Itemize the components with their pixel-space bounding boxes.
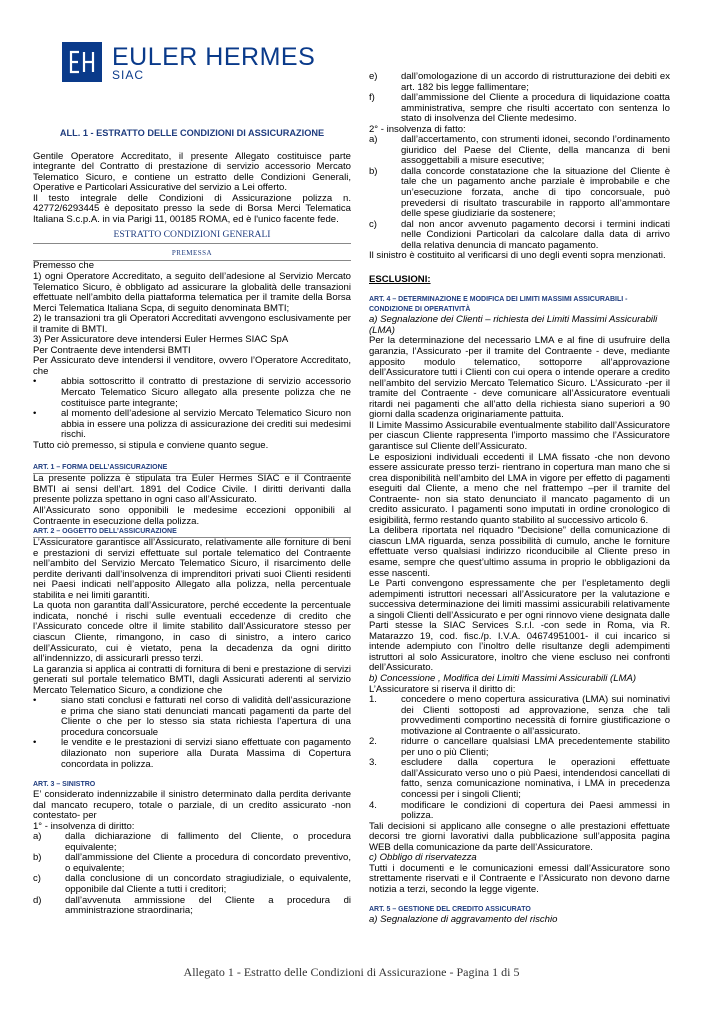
insolvenza-fatto: 2° - insolvenza di fatto: <box>369 123 466 135</box>
art-2-heading: ART. 2 – OGGETTO DELL’ASSICURAZIONE <box>33 527 351 538</box>
list-item-text: dall’accertamento, con strumenti idonei, secondo l’ordinamento giuridico del Paese del Cliente, della mancanza di beni assoggettabili a misure esecutive; <box>401 134 670 167</box>
list-item <box>369 93 670 125</box>
right-column <box>369 0 670 926</box>
list-item-marker: 1. <box>369 694 377 706</box>
art-4-text-5: Le Parti convengono espressamente che per l’espletamento degli adempimenti istruttori necessari all’Assicuratore per la valutazione e successiva determinazione dei limiti massimi assicurabili relativamente a singoli Clienti dell’Assicurato e per ogni rinnovo viene designata dalle Parti stesse la SIAC Services S.r.l. -con sede in Roma, via R. Matarazzo 19, cod. fisc./p. I.V.A. 04674951001- il cui incarico si intende adempiuto con l’inoltro delle risultanze degli adempimenti istruttori al solo Assicuratore, inoltro che viene escluso nei confronti dell’Assicurato. <box>369 578 670 674</box>
art-3-heading: ART. 3 – SINISTRO <box>33 781 96 789</box>
art-4-text: Per la determinazione del necessario LMA e al fine di usufruire della garanzia, l’Assicurato -per il tramite del Contraente - deve, mediante apposito modulo telematico, sottoporre all’approvazione dell’Assicuratore tutti i Clienti con cui opera o intende operare a credito nell’ambito del servizio Mercato Telematico Sicuro. L’Assicurato -per il tramite del Contraente - deve comunicare all’Assicuratore eventuali ritardi nei pagamenti che all’atto della richiesta siano superiori a 90 giorni dalla scadenza originariamente pattuita. <box>369 335 670 421</box>
list-item-text: escludere dalla copertura le operazioni effettuate dall’Assicurato verso uno o più Paesi, intendendosi cancellati di fatto, senza comunicazione nominativa, i LMA in precedenza concessi per i singoli Clienti; <box>401 757 670 800</box>
list-item-marker: 4. <box>369 799 377 811</box>
intro-paragraph: Gentile Operatore Accreditato, il presente Allegato costituisce parte integrante del Contratto di prestazione di servizio accessorio Mercato Telematico Sicuro, e contiene un estratto delle Condizioni Generali, Operative e Particolari Assicurative del servizio a Lei offerto. <box>33 150 351 194</box>
art-4-heading: ART. 4 – DETERMINAZIONE E MODIFICA DEI LIMITI MASSIMI ASSICURABILI - CONDIZIONE DI OPERATIVITÀ <box>369 296 628 314</box>
tutto-premesso: Tutto ciò premesso, si stipula e conviene quanto segue. <box>33 439 269 451</box>
intro-paragraph-2: Il testo integrale delle Condizioni di Assicurazione polizza n. 42772/6293445 è depositato presso la sede di Borsa Merci Telematica Italiana S.c.p.A. in via Parigi 11, 00185 ROMA, ed è l'unico facente fede. <box>33 192 351 225</box>
list-item <box>369 801 670 822</box>
list-item <box>369 72 670 93</box>
premessa-point-2: 2) le transazioni tra gli Operatori Accreditati avvengono esclusivamente per il tramite di BMTI. <box>33 313 351 335</box>
art-4-subheading-b: b) Concessione , Modifica dei Limiti Massimi Assicurabili (LMA) <box>369 672 637 684</box>
list-item <box>33 853 351 874</box>
left-column <box>33 0 351 917</box>
art-4-decisioni: Tali decisioni si applicano alle consegne o alle prestazioni effettuate decorsi tre giorni lavorativi dalla pubblicazione sull’apposita pagina WEB della comunicazione da parte dell’Assicuratore. <box>369 820 670 853</box>
allegato-title: ALL. 1 - ESTRATTO DELLE CONDIZIONI DI ASSICURAZIONE <box>59 128 325 138</box>
art-2-text: L’Assicuratore garantisce all’Assicurato, relativamente alle forniture di beni e prestazioni di servizi effettuate sul portale telematico del Contraente nell’ambito del Servizio Mercato Telematico Sicuro, il risarcimento delle perdite derivanti dall’insolvenza di imprenditori privati suoi Clienti residenti nei Paesi indicati nell’apposito Allegato alla polizza, nella percentuale stabilita e nei limiti garantiti. <box>33 537 351 601</box>
art-2-text-2: La quota non garantita dall’Assicuratore, perché eccedente la percentuale indicata, nonché i rischi sulle eventuali eccedenze di credito che l’Assicurato concede oltre il limite stabilito dall’Assicuratore stesso per ciascun Cliente, rimangono, in caso di sinistro, a intero carico dell’Assicurato, cui è vietato, pena la decadenza da ogni diritto all’indennizzo, di assicurarli presso terzi. <box>33 600 351 665</box>
list-item-text: dall’ammissione del Cliente a procedura di liquidazione coatta amministrativa, sempre che risulti accertato con sentenza lo stato di insolvenza del Cliente medesimo. <box>401 92 670 125</box>
list-item <box>369 135 670 167</box>
logo-brand-name: EULER HERMES <box>112 43 316 71</box>
premessa-point-1: 1) ogni Operatore Accreditato, a seguito dell’adesione al Servizio Mercato Telematico Sicuro, è obbligato ad assicurare la globalità delle transazioni effettuate nell’ambito della piattaforma telematica per il tramite della Borsa Merci Telematica Italiana Scpa, di seguito denominata BMTI; <box>33 271 351 314</box>
art-1-text: La presente polizza è stipulata tra Euler Hermes SIAC e il Contraente BMTI ai sensi dell’art. 1891 del Codice Civile. I diritti derivanti dalla presente polizza spettano in ogni caso all’Assicurato. <box>33 473 351 506</box>
page-footer: Allegato 1 - Estratto delle Condizioni di Assicurazione - Pagina 1 di 5 <box>183 965 520 979</box>
art-4-text-4: La delibera riportata nel riquadro “Decisione” della comunicazione di ciascun LMA riguarda, senza possibilità di cumulo, anche le forniture effettuate verso qualsiasi indirizzo riconducibile al Cliente preso in esame, sempre che quest’ultimo assuma in proprio le obbligazioni da esse nascenti. <box>369 525 670 579</box>
list-item-marker: f) <box>369 92 375 104</box>
art-1-heading: ART. 1 – FORMA DELL’ASSICURAZIONE <box>33 463 351 474</box>
sinistro-text: Il sinistro è costituito al verificarsi di uno degli eventi sopra menzionati. <box>369 250 666 262</box>
art-1-text-2: All’Assicurato sono opponibili le medesime eccezioni opponibili al Contraente in esecuzione della polizza. <box>33 504 351 527</box>
estratto-heading: ESTRATTO CONDIZIONI GENERALI <box>113 229 271 241</box>
list-item-text: dall’omologazione di un accordo di ristrutturazione dei debiti ex art. 182 bis legge fallimentare; <box>401 71 670 93</box>
list-item <box>33 832 351 853</box>
list-item-text: dall’avvenuta ammissione del Cliente a procedura di amministrazione straordinaria; <box>65 894 351 917</box>
list-item-marker: d) <box>33 894 42 906</box>
bullet-item: • al momento dell’adesione al servizio Mercato Telematico Sicuro non abbia in essere una polizza di assicurazione dei crediti sui medesimi rischi. <box>33 408 351 441</box>
list-item-text: dalla conclusione di un concordato stragiudiziale, o equivalente, opponibile dal Cliente a tutti i creditori; <box>65 873 351 895</box>
list-item-marker: a) <box>369 134 378 146</box>
bullet-item: • abbia sottoscritto il contratto di prestazione di servizio accessorio Mercato Telematico Sicuro allegato alla presente polizza che ne costituisce parte integrante; <box>33 376 351 409</box>
list-item-marker: a) <box>33 831 42 843</box>
bullet-item: • le vendite e le prestazioni di servizi siano effettuate con pagamento dilazionato non superiore alla Durata Massima di Copertura concordata in polizza. <box>33 737 351 770</box>
art-3-text: E’ considerato indennizzabile il sinistro determinato dalla perdita derivante dal mancato recupero, totale o parziale, di un credito assicurato -non contestato- per <box>33 789 351 822</box>
list-item <box>369 167 670 220</box>
list-item-marker: c) <box>369 218 377 230</box>
art-5-heading: ART. 5 – GESTIONE DEL CREDITO ASSICURATO <box>369 906 531 914</box>
art-4-riserva: L’Assicuratore si riserva il diritto di: <box>369 683 516 695</box>
list-item <box>33 874 351 895</box>
premesso-text: Premesso che <box>33 260 95 272</box>
list-item <box>369 737 670 758</box>
art-4-text-2: Il Limite Massimo Assicurabile eventualmente stabilito dall’Assicuratore per ciascun Cliente rappresenta l’importo massimo che l’Assicuratore garantisce sul Cliente dell’Assicurato. <box>369 419 670 452</box>
art-5-subheading-a: a) Segnalazione di aggravamento del rischio <box>369 914 558 926</box>
list-item-marker: e) <box>369 71 378 82</box>
premessa-contraente: Per Contraente deve intendersi BMTI <box>33 344 191 356</box>
list-item-text: dal non ancor avvenuto pagamento decorsi i termini indicati nelle Condizioni Particolari da calcolare dalla data di arrivo della relativa denuncia di mancato pagamento. <box>401 218 670 251</box>
list-item-text: modificare le condizioni di copertura dei Paesi ammessi in polizza. <box>401 799 670 822</box>
art-2-text-3: La garanzia si applica ai contratti di fornitura di beni e prestazione di servizi generati sul portale telematico BMTI, dagli Assicurati aderenti al servizio Mercato Telematico Sicuro, a condizione che <box>33 663 351 696</box>
bullet-item: • siano stati conclusi e fatturati nel corso di validità dell’assicurazione e prima che siano stati denunciati mancati pagamenti da parte del Cliente o che per lo stesso sia stata richiesta l’apertura di una procedura concorsuale <box>33 695 351 738</box>
premessa-heading: PREMESSA <box>171 248 213 257</box>
insolvenza-diritto: 1° - insolvenza di diritto: <box>33 820 135 832</box>
logo-sub-name: SIAC <box>112 68 145 82</box>
art-4-subheading-c: c) Obbligo di riservatezza <box>369 852 477 864</box>
art-4-subheading-a: a) Segnalazione dei Clienti – richiesta dei Limiti Massimi Assicurabili (LMA) <box>369 314 658 336</box>
list-item-marker: c) <box>33 873 41 885</box>
art-4-text-3: Le esposizioni individuali eccedenti il LMA fissato -che non devono essere assicurate presso terzi- rientrano in copertura man mano che si crea disponibilità nell’ambito del LMA in vigore per effetto di pagamenti eseguiti dal Cliente, a meno che nel frattempo –per il tramite del Contraente- non sia stato denunciato il mancato pagamento di un credito assicurato. I pagamenti sono imputati in ordine cronologico di esigibilità, fermo restando quanto stabilito al successivo articolo 6. <box>369 451 670 526</box>
list-item-text: dall’ammissione del Cliente a procedura di concordato preventivo, o equivalente; <box>65 852 351 874</box>
list-item-marker: 3. <box>369 757 377 769</box>
list-item-text: concedere o meno copertura assicurativa (LMA) sui nominativi dei Clienti sottoposti ad approvazione, senza che tali provvedimenti comportino necessità di fornire giustificazione o motivazione al Contraente o all’assicurato. <box>401 694 670 737</box>
list-item <box>369 695 670 737</box>
list-item <box>369 758 670 800</box>
premessa-point-3: 3) Per Assicuratore deve intendersi Euler Hermes SIAC SpA <box>33 334 289 346</box>
art-4-riservatezza: Tutti i documenti e le comunicazioni emessi dall’Assicuratore sono strettamente riservati e il Contraente e l’Assicurato non devono darne notizia a terzi, secondo la legge vigente. <box>369 862 670 895</box>
list-item-text: dalla dichiarazione di fallimento del Cliente, o procedura equivalente; <box>65 831 351 853</box>
list-item-marker: b) <box>33 852 42 864</box>
list-item <box>33 896 351 917</box>
list-item-marker: 2. <box>369 736 377 748</box>
list-item-marker: b) <box>369 165 378 177</box>
list-item-text: ridurre o cancellare qualsiasi LMA precedentemente stabilito per uno o più Clienti; <box>401 736 670 758</box>
esclusioni-heading: ESCLUSIONI: <box>369 273 431 285</box>
list-item-text: dalla concorde constatazione che la situazione del Cliente è tale che un pagamento anche parziale è improbabile e che un’esecuzione forzata, anche di tipo concorsuale, può prevedersi di risultato trascurabile in rapporto all’ammontare delle spese giudiziarie da sostenere; <box>401 165 670 220</box>
list-item <box>369 220 670 252</box>
premessa-assicurato: Per Assicurato deve intendersi il venditore, ovvero l’Operatore Accreditato, che <box>33 355 351 377</box>
